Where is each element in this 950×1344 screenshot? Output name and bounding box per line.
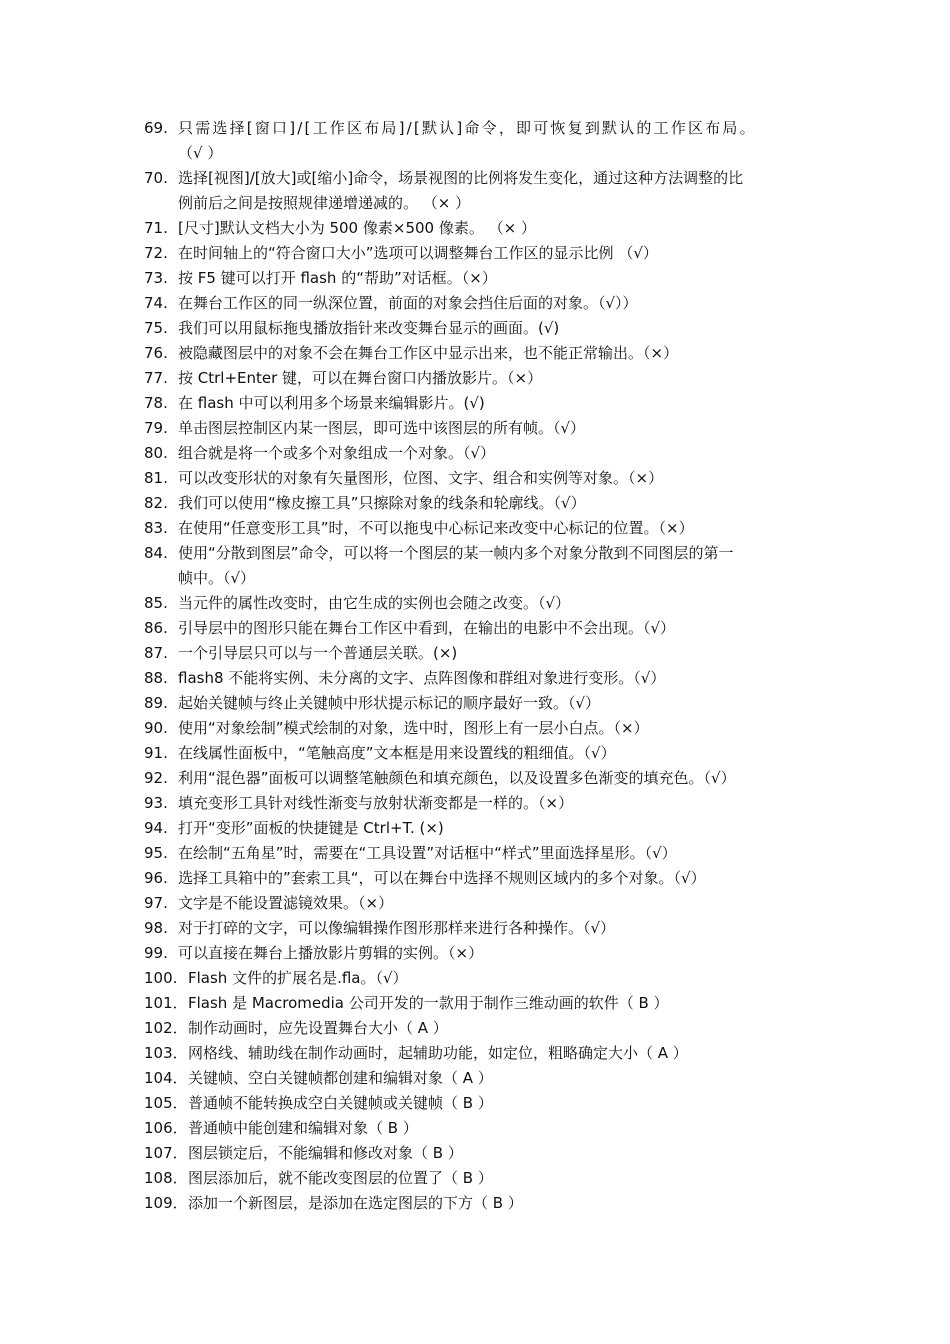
item-number: 109．: [144, 1194, 188, 1212]
item-number: 75.: [144, 319, 168, 337]
item-number: 81.: [144, 469, 168, 487]
item-number: 92.: [144, 769, 168, 787]
item-number: 83.: [144, 519, 168, 537]
list-item: [144, 441, 816, 466]
list-item: [144, 866, 816, 891]
list-item: [144, 891, 816, 916]
item-number: 80.: [144, 444, 168, 462]
item-number: 97.: [144, 894, 168, 912]
item-text: 图层锁定后，不能编辑和修改对象（ B ）: [188, 1144, 463, 1162]
list-item: [144, 116, 816, 141]
item-number: 86.: [144, 619, 168, 637]
list-item: [144, 991, 816, 1016]
item-text: Flash 文件的扩展名是.fla。（√）: [188, 969, 408, 987]
item-number: 101．: [144, 994, 188, 1012]
item-number: 74.: [144, 294, 168, 312]
item-text: 在舞台工作区的同一纵深位置，前面的对象会挡住后面的对象。（√））: [178, 294, 638, 312]
list-item: [144, 416, 816, 441]
item-number: 70.: [144, 169, 168, 187]
list-item: [144, 1091, 816, 1116]
list-item: [144, 1141, 816, 1166]
list-item: [144, 616, 816, 641]
item-text: 我们可以使用“橡皮擦工具”只擦除对象的线条和轮廓线。（√）: [178, 494, 586, 512]
item-text: 一个引导层只可以与一个普通层关联。(×): [178, 644, 458, 662]
list-item: [144, 641, 816, 666]
item-number: 71.: [144, 219, 168, 237]
item-text: 普通帧不能转换成空白关键帧或关键帧（ B ）: [188, 1094, 493, 1112]
list-item: [144, 466, 816, 491]
item-number: 89.: [144, 694, 168, 712]
item-text: 对于打碎的文字，可以像编辑操作图形那样来进行各种操作。（√）: [178, 919, 616, 937]
item-text: 在时间轴上的“符合窗口大小”选项可以调整舞台工作区的显示比例 （√）: [178, 244, 658, 262]
list-item: [144, 916, 816, 941]
item-number: 99.: [144, 944, 168, 962]
list-item: [144, 791, 816, 816]
item-text: 在使用“任意变形工具”时，不可以拖曳中心标记来改变中心标记的位置。（×）: [178, 519, 694, 537]
item-number: 69.: [144, 119, 168, 137]
item-number: 96.: [144, 869, 168, 887]
list-item: [144, 716, 816, 741]
list-item: [144, 516, 816, 541]
item-text: 普通帧中能创建和编辑对象（ B ）: [188, 1119, 418, 1137]
list-item: [144, 391, 816, 416]
item-text: 单击图层控制区内某一图层，即可选中该图层的所有帧。（√）: [178, 419, 586, 437]
list-item: [144, 941, 816, 966]
item-text: 利用“混色器”面板可以调整笔触颜色和填充颜色，以及设置多色渐变的填充色。（√）: [178, 769, 736, 787]
item-text: 组合就是将一个或多个对象组成一个对象。（√）: [178, 444, 496, 462]
list-item: [144, 741, 816, 766]
item-text: 使用“对象绘制”模式绘制的对象，选中时，图形上有一层小白点。（×）: [178, 719, 649, 737]
list-item: [144, 1116, 816, 1141]
item-text: [尺寸]默认文档大小为 500 像素×500 像素。 （× ）: [178, 219, 536, 237]
item-number: 73.: [144, 269, 168, 287]
item-number: 79.: [144, 419, 168, 437]
item-number: 84.: [144, 544, 168, 562]
item-text: 在绘制“五角星”时，需要在“工具设置”对话框中“样式”里面选择星形。（√）: [178, 844, 677, 862]
list-item: [144, 366, 816, 391]
list-item: [144, 966, 816, 991]
list-item: [144, 591, 816, 616]
item-text: 被隐藏图层中的对象不会在舞台工作区中显示出来，也不能正常输出。（×）: [178, 344, 679, 362]
item-number: 85.: [144, 594, 168, 612]
item-text: 选择工具箱中的”套索工具“，可以在舞台中选择不规则区域内的多个对象。（√）: [178, 869, 706, 887]
item-number: 100.: [144, 969, 178, 987]
item-number: 102．: [144, 1019, 188, 1037]
item-text: 图层添加后，就不能改变图层的位置了（ B ）: [188, 1169, 493, 1187]
item-number: 107．: [144, 1144, 188, 1162]
item-continuation: 帧中。（√）: [178, 569, 256, 587]
item-text: 当元件的属性改变时，由它生成的实例也会随之改变。（√）: [178, 594, 571, 612]
item-text: 文字是不能设置滤镜效果。（×）: [178, 894, 394, 912]
list-item: [144, 491, 816, 516]
item-number: 104．: [144, 1069, 188, 1087]
item-text: 只需选择[窗口]/[工作区布局]/[默认]命令，即可恢复到默认的工作区布局。: [178, 119, 757, 137]
item-number: 105．: [144, 1094, 188, 1112]
item-number: 77.: [144, 369, 168, 387]
item-text: 打开“变形”面板的快捷键是 Ctrl+T. (×): [178, 819, 444, 837]
list-item: [144, 166, 816, 191]
list-item: [144, 766, 816, 791]
item-text: 填充变形工具针对线性渐变与放射状渐变都是一样的。（×）: [178, 794, 574, 812]
item-number: 76.: [144, 344, 168, 362]
list-item: [144, 1066, 816, 1091]
item-number: 91.: [144, 744, 168, 762]
list-item: [144, 841, 816, 866]
list-item: [144, 816, 816, 841]
list-item: [144, 1016, 816, 1041]
item-text: 可以直接在舞台上播放影片剪辑的实例。（×）: [178, 944, 484, 962]
question-list: [144, 116, 816, 1216]
item-text: 使用“分散到图层”命令，可以将一个图层的某一帧内多个对象分散到不同图层的第一: [178, 544, 734, 562]
list-item: [144, 541, 816, 566]
item-number: 108．: [144, 1169, 188, 1187]
item-text: 在 flash 中可以利用多个场景来编辑影片。(√): [178, 394, 485, 412]
item-text: 按 Ctrl+Enter 键，可以在舞台窗口内播放影片。（×）: [178, 369, 543, 387]
item-text: 选择[视图]/[放大]或[缩小]命令，场景视图的比例将发生变化，通过这种方法调整的比: [178, 169, 744, 187]
item-text: 网格线、辅助线在制作动画时，起辅助功能，如定位，粗略确定大小（ A ）: [188, 1044, 688, 1062]
item-number: 78.: [144, 394, 168, 412]
list-item: [144, 216, 816, 241]
list-item: [144, 241, 816, 266]
item-number: 103．: [144, 1044, 188, 1062]
item-continuation: （√ ）: [178, 144, 223, 162]
item-text: 起始关键帧与终止关键帧中形状提示标记的顺序最好一致。（√）: [178, 694, 601, 712]
list-item: [144, 691, 816, 716]
item-number: 94.: [144, 819, 168, 837]
item-text: 可以改变形状的对象有矢量图形，位图、文字、组合和实例等对象。（×）: [178, 469, 664, 487]
item-number: 72.: [144, 244, 168, 262]
list-item: [144, 1191, 816, 1216]
list-item: [144, 666, 816, 691]
list-item: [144, 291, 816, 316]
item-number: 98.: [144, 919, 168, 937]
list-item: [144, 266, 816, 291]
item-number: 93.: [144, 794, 168, 812]
item-text: 按 F5 键可以打开 flash 的“帮助”对话框。（×）: [178, 269, 497, 287]
list-item: [144, 341, 816, 366]
list-item: [144, 1041, 816, 1066]
item-text: Flash 是 Macromedia 公司开发的一款用于制作三维动画的软件（ B ）: [188, 994, 669, 1012]
item-number: 90.: [144, 719, 168, 737]
item-number: 87.: [144, 644, 168, 662]
item-text: 关键帧、空白关键帧都创建和编辑对象（ A ）: [188, 1069, 493, 1087]
item-text: flash8 不能将实例、未分离的文字、点阵图像和群组对象进行变形。（√）: [178, 669, 666, 687]
item-number: 82.: [144, 494, 168, 512]
item-text: 在线属性面板中，“笔触高度”文本框是用来设置线的粗细值。（√）: [178, 744, 616, 762]
item-text: 添加一个新图层，是添加在选定图层的下方（ B ）: [188, 1194, 523, 1212]
item-text: 引导层中的图形只能在舞台工作区中看到，在输出的电影中不会出现。（√）: [178, 619, 676, 637]
item-text: 制作动画时，应先设置舞台大小（ A ）: [188, 1019, 448, 1037]
item-number: 106．: [144, 1119, 188, 1137]
list-item: [144, 316, 816, 341]
item-number: 88.: [144, 669, 168, 687]
item-text: 我们可以用鼠标拖曳播放指针来改变舞台显示的画面。(√): [178, 319, 560, 337]
item-number: 95.: [144, 844, 168, 862]
item-continuation: 例前后之间是按照规律递增递减的。 （× ）: [178, 194, 471, 212]
list-item: [144, 1166, 816, 1191]
